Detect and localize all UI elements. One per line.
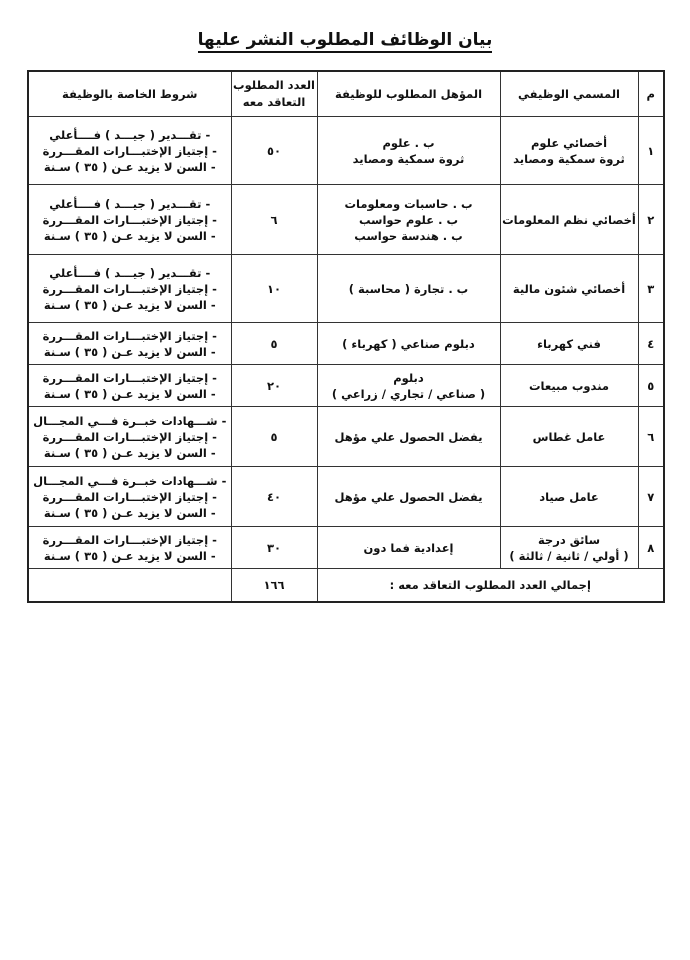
condition-line: - إجتياز الإختبـــارات المقـــررة xyxy=(42,328,217,343)
condition-line: - تقـــدير ( جيـــد ) فــــأعلي xyxy=(49,127,211,142)
qualification-line: ب . علوم xyxy=(382,135,435,150)
qualification-cell xyxy=(317,467,500,527)
job-title-cell xyxy=(500,255,638,323)
row-number: ١ xyxy=(638,117,664,185)
table-row xyxy=(28,527,664,569)
condition-line: - إجتياز الإختبـــارات المقـــررة xyxy=(42,281,217,296)
condition-line: - إجتياز الإختبـــارات المقـــررة xyxy=(42,429,217,444)
condition-line: - السن لا يزيد عـن ( ٣٥ ) سـنة xyxy=(43,297,216,312)
jobs-table xyxy=(27,70,665,603)
table-row xyxy=(28,467,664,527)
conditions-cell xyxy=(28,407,231,467)
condition-line: - تقـــدير ( جيـــد ) فــــأعلي xyxy=(49,265,211,280)
job-title-cell xyxy=(500,407,638,467)
qualification-line: دبلوم صناعي ( كهرباء ) xyxy=(342,336,475,351)
conditions-cell xyxy=(28,255,231,323)
total-empty-cell xyxy=(28,569,231,603)
condition-line: - السن لا يزيد عـن ( ٣٥ ) سـنة xyxy=(43,159,216,174)
conditions-cell xyxy=(28,467,231,527)
job-title-cell xyxy=(500,117,638,185)
condition-line: - إجتياز الإختبـــارات المقـــررة xyxy=(42,532,217,547)
table-row xyxy=(28,255,664,323)
conditions-cell xyxy=(28,365,231,407)
job-title-line: أخصائي شئون مالية xyxy=(512,281,626,296)
table-row xyxy=(28,323,664,365)
qualification-cell xyxy=(317,117,500,185)
header-qualification: المؤهل المطلوب للوظيفة xyxy=(317,71,500,117)
total-row xyxy=(28,569,664,603)
job-title-line: ( أولي / ثانية / ثالثة ) xyxy=(509,548,629,563)
qualification-cell xyxy=(317,527,500,569)
conditions-cell xyxy=(28,117,231,185)
qualification-line: ب . تجارة ( محاسبة ) xyxy=(348,281,469,296)
qualification-cell xyxy=(317,407,500,467)
qualification-line: ثروة سمكية ومصايد xyxy=(352,151,465,166)
required-count: ٣٠ xyxy=(231,527,317,569)
qualification-line: ب . هندسة حواسب xyxy=(354,228,463,243)
qualification-line: يفضل الحصول علي مؤهل xyxy=(334,489,483,504)
job-title-line: أخصائي علوم xyxy=(530,135,608,150)
table-body xyxy=(28,117,664,569)
job-title-line: عامل غطاس xyxy=(532,429,606,444)
row-number: ٦ xyxy=(638,407,664,467)
page-title: بيان الوظائف المطلوب النشر عليها xyxy=(198,30,493,53)
table-row xyxy=(28,117,664,185)
qualification-cell xyxy=(317,185,500,255)
header-conditions: شروط الخاصة بالوظيفة xyxy=(28,71,231,117)
condition-line: - السن لا يزيد عـن ( ٣٥ ) سـنة xyxy=(43,505,216,520)
conditions-cell xyxy=(28,185,231,255)
qualification-line: دبلوم xyxy=(393,370,424,385)
job-title-line: مندوب مبيعات xyxy=(528,378,610,393)
required-count: ٥ xyxy=(231,407,317,467)
header-count: العدد المطلوب التعاقد معه xyxy=(231,71,317,117)
row-number: ٥ xyxy=(638,365,664,407)
header-title: المسمي الوظيفي xyxy=(500,71,638,117)
qualification-line: ب . حاسبات ومعلومات xyxy=(344,196,473,211)
page-title-wrap xyxy=(0,30,690,50)
required-count: ٦ xyxy=(231,185,317,255)
job-title-line: عامل صياد xyxy=(539,489,599,504)
condition-line: - إجتياز الإختبـــارات المقـــررة xyxy=(42,143,217,158)
condition-line: - السن لا يزيد عـن ( ٣٥ ) سـنة xyxy=(43,548,216,563)
job-title-cell xyxy=(500,365,638,407)
condition-line: - إجتياز الإختبـــارات المقـــررة xyxy=(42,489,217,504)
condition-line: - تقـــدير ( جيـــد ) فــــأعلي xyxy=(49,196,211,211)
condition-line: - إجتياز الإختبـــارات المقـــررة xyxy=(42,212,217,227)
required-count: ٤٠ xyxy=(231,467,317,527)
qualification-line: ب . علوم حواسب xyxy=(358,212,459,227)
condition-line: - السن لا يزيد عـن ( ٣٥ ) سـنة xyxy=(43,445,216,460)
condition-line: - شـــهادات خبــرة فـــي المجـــال xyxy=(33,473,227,488)
row-number: ٣ xyxy=(638,255,664,323)
table-row xyxy=(28,365,664,407)
row-number: ٤ xyxy=(638,323,664,365)
qualification-cell xyxy=(317,323,500,365)
total-label: إجمالي العدد المطلوب التعاقد معه : xyxy=(389,578,591,592)
condition-line: - إجتياز الإختبـــارات المقـــررة xyxy=(42,370,217,385)
qualification-cell xyxy=(317,255,500,323)
total-label-cell xyxy=(317,569,664,603)
required-count: ٢٠ xyxy=(231,365,317,407)
job-title-cell xyxy=(500,323,638,365)
table-row xyxy=(28,407,664,467)
total-value: ١٦٦ xyxy=(231,569,317,603)
table-row xyxy=(28,185,664,255)
row-number: ٨ xyxy=(638,527,664,569)
header-num: م xyxy=(638,71,664,117)
job-title-line: أخصائي نظم المعلومات xyxy=(502,212,636,227)
condition-line: - شـــهادات خبــرة فـــي المجـــال xyxy=(33,413,227,428)
conditions-cell xyxy=(28,323,231,365)
job-title-cell xyxy=(500,467,638,527)
row-number: ٢ xyxy=(638,185,664,255)
qualification-line: ( صناعي / تجاري / زراعي ) xyxy=(331,386,486,401)
job-title-line: سائق درجة xyxy=(537,532,601,547)
table-header-row xyxy=(28,71,664,117)
job-title-line: ثروة سمكية ومصايد xyxy=(513,151,625,166)
required-count: ٥ xyxy=(231,323,317,365)
qualification-line: إعدادية فما دون xyxy=(363,540,454,555)
condition-line: - السن لا يزيد عـن ( ٣٥ ) سـنة xyxy=(43,386,216,401)
conditions-cell xyxy=(28,527,231,569)
required-count: ٥٠ xyxy=(231,117,317,185)
qualification-line: يفضل الحصول علي مؤهل xyxy=(334,429,483,444)
required-count: ١٠ xyxy=(231,255,317,323)
qualification-cell xyxy=(317,365,500,407)
condition-line: - السن لا يزيد عـن ( ٣٥ ) سـنة xyxy=(43,344,216,359)
row-number: ٧ xyxy=(638,467,664,527)
job-title-line: فني كهرباء xyxy=(537,336,601,351)
job-title-cell xyxy=(500,527,638,569)
condition-line: - السن لا يزيد عـن ( ٣٥ ) سـنة xyxy=(43,228,216,243)
job-title-cell xyxy=(500,185,638,255)
